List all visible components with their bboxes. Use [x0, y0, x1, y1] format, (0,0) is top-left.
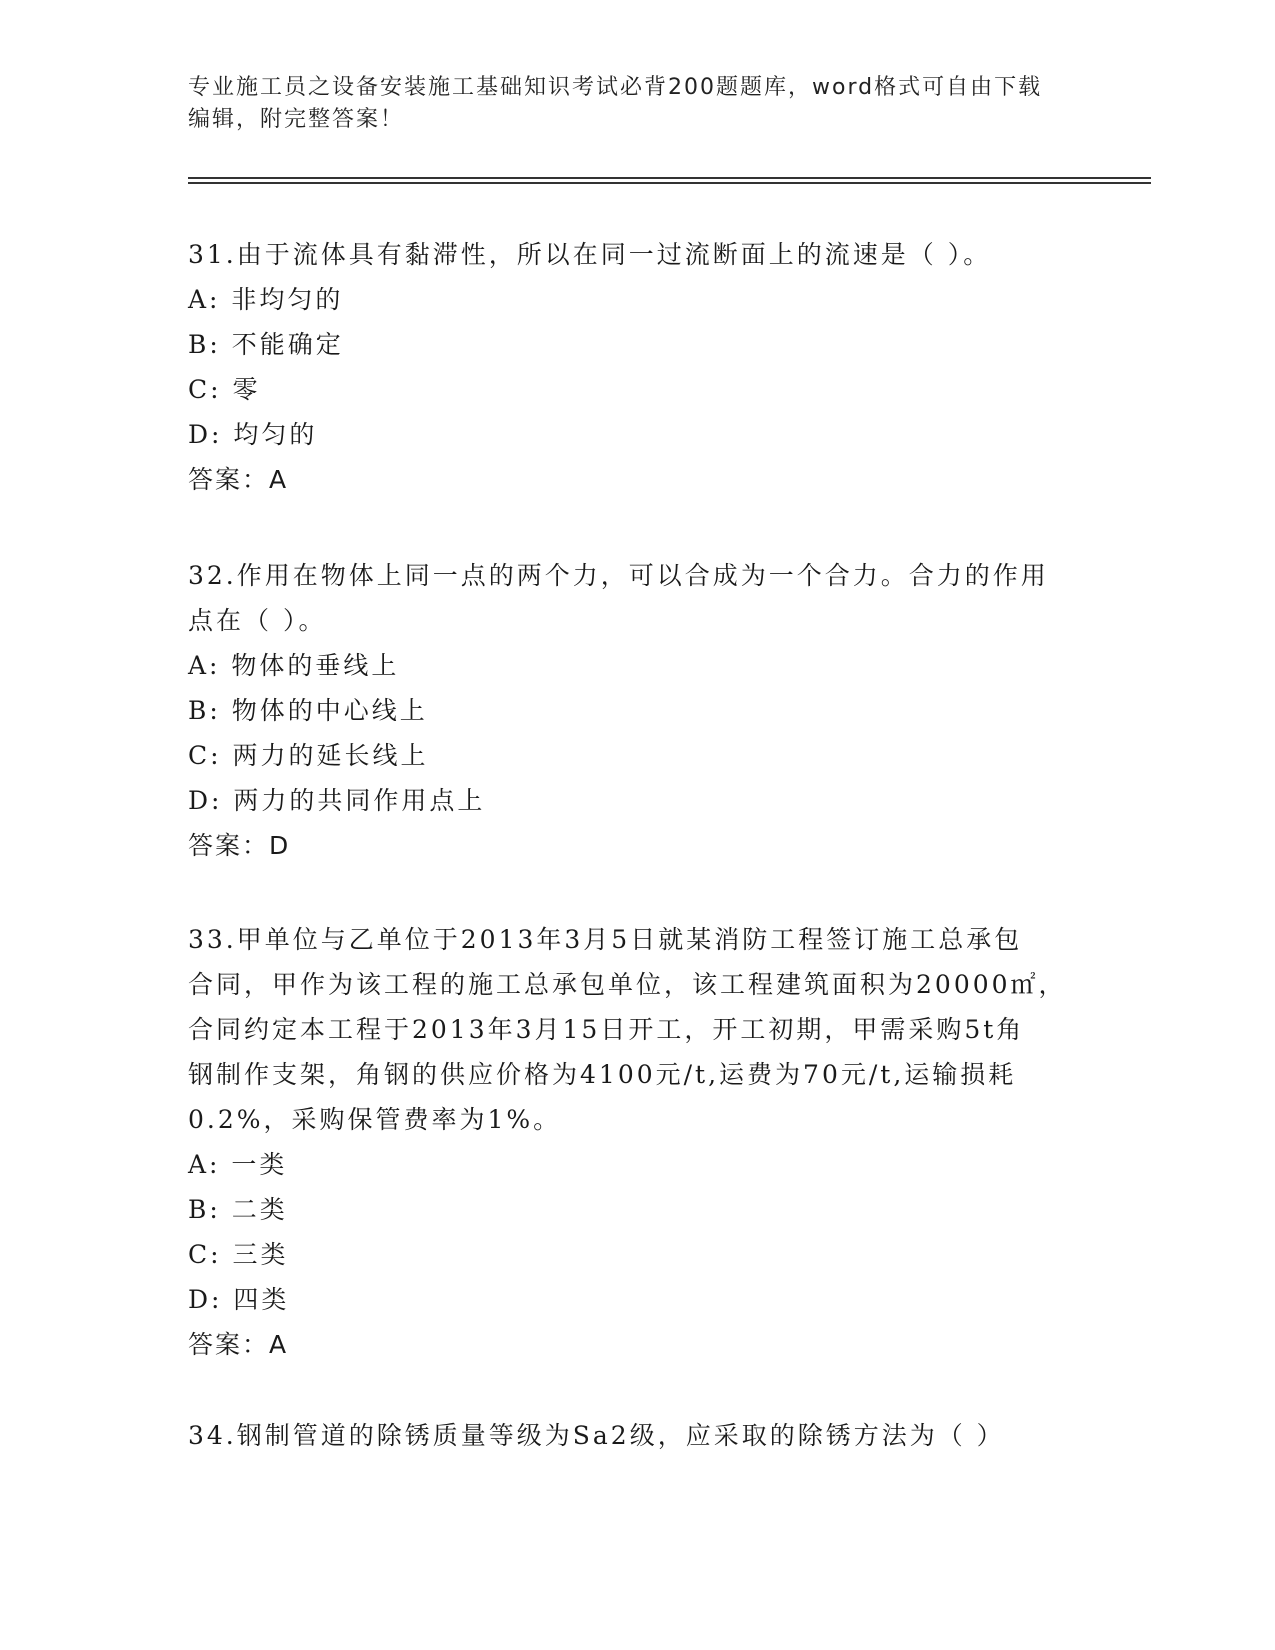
question-stem: 0.2%，采购保管费率为1%。	[188, 1105, 562, 1134]
option-c: C: 零	[188, 375, 261, 404]
option-d: D: 两力的共同作用点上	[188, 786, 486, 815]
header-line-1: 专业施工员之设备安装施工基础知识考试必背200题题库，word格式可自由下载	[188, 75, 1043, 100]
question-33	[188, 917, 1068, 1367]
document-header	[188, 72, 1088, 136]
option-d: D: 四类	[188, 1285, 290, 1314]
question-stem: 31.由于流体具有黏滞性，所以在同一过流断面上的流速是（ ）。	[188, 240, 992, 269]
answer-label: 答案：A	[188, 465, 289, 494]
question-stem: 33.甲单位与乙单位于2013年3月5日就某消防工程签订施工总承包	[188, 925, 1023, 954]
question-stem: 合同，甲作为该工程的施工总承包单位，该工程建筑面积为20000㎡，	[188, 970, 1067, 999]
question-stem: 合同约定本工程于2013年3月15日开工，开工初期，甲需采购5t角	[188, 1015, 1025, 1044]
option-c: C: 两力的延长线上	[188, 741, 429, 770]
option-a: A: 物体的垂线上	[188, 651, 400, 680]
question-32	[188, 553, 1068, 868]
answer-label: 答案：A	[188, 1330, 289, 1359]
question-stem: 34.钢制管道的除锈质量等级为Sa2级，应采取的除锈方法为（ ）	[188, 1421, 1005, 1450]
option-a: A: 非均匀的	[188, 285, 344, 314]
question-stem: 32.作用在物体上同一点的两个力，可以合成为一个合力。合力的作用	[188, 561, 1049, 590]
option-b: B: 不能确定	[188, 330, 344, 359]
question-34	[188, 1413, 1068, 1458]
question-stem: 钢制作支架，角钢的供应价格为4100元/t,运费为70元/t,运输损耗	[188, 1060, 1017, 1089]
option-a: A: 一类	[188, 1150, 288, 1179]
option-b: B: 物体的中心线上	[188, 696, 428, 725]
header-divider-bottom	[188, 182, 1151, 184]
question-31	[188, 232, 1068, 502]
header-divider-top	[188, 177, 1151, 179]
option-b: B: 二类	[188, 1195, 288, 1224]
option-d: D: 均匀的	[188, 420, 318, 449]
option-c: C: 三类	[188, 1240, 289, 1269]
question-stem: 点在（ ）。	[188, 606, 327, 635]
answer-label: 答案：D	[188, 831, 291, 860]
header-line-2: 编辑，附完整答案！	[188, 107, 405, 132]
